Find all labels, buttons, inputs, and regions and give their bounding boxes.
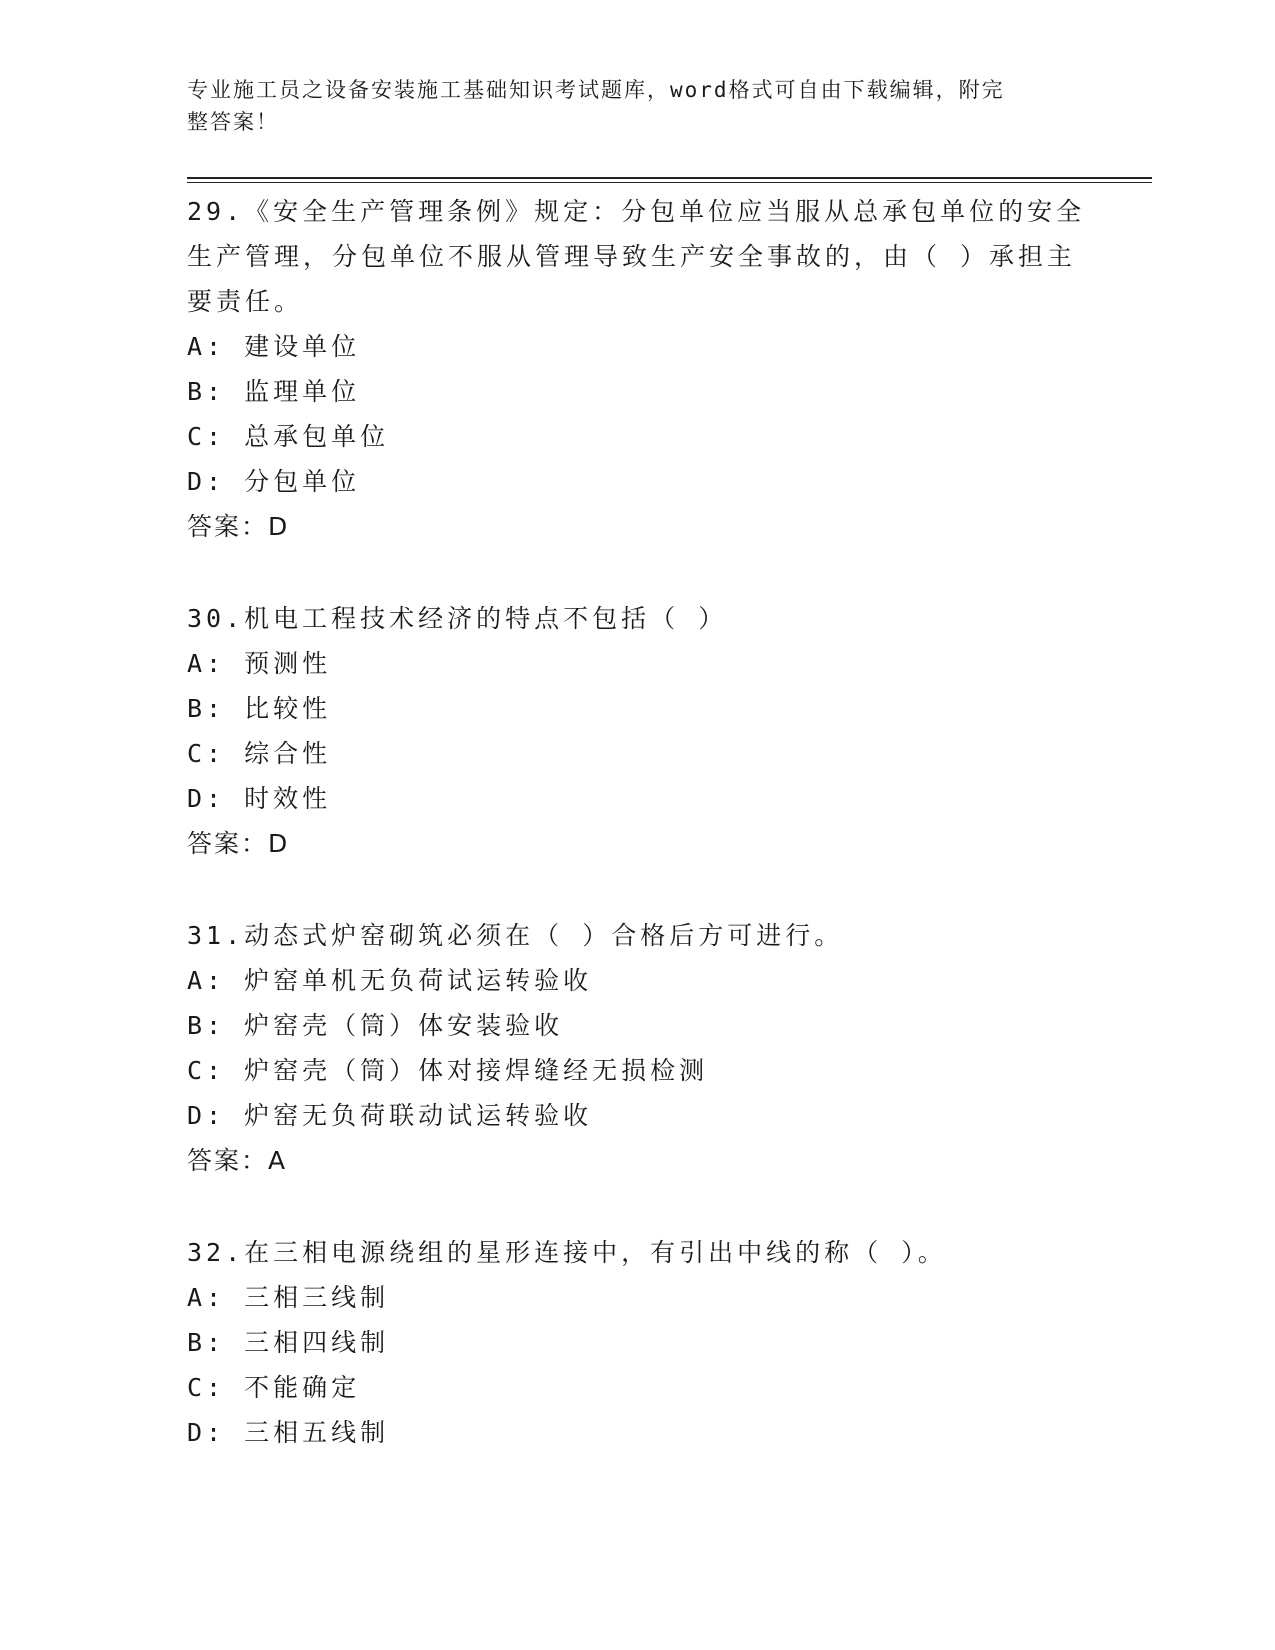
answer-line: 答案：D [187,512,290,541]
question-stem-line: 31.动态式炉窑砌筑必须在（ ）合格后方可进行。 [187,921,844,950]
question-stem-line: 29.《安全生产管理条例》规定：分包单位应当服从总承包单位的安全 [187,197,1086,226]
question-stem [187,596,1087,641]
question-stem-line: 生产管理，分包单位不服从管理导致生产安全事故的，由（ ）承担主 [187,242,1077,271]
header-divider-thin [187,182,1152,183]
option-a: A: 三相三线制 [187,1283,390,1312]
question-29 [187,189,1087,549]
question-30 [187,596,1087,866]
question-32 [187,1230,1087,1455]
option-b: B: 比较性 [187,694,332,723]
header-line-2: 整答案！ [187,110,279,134]
option-b: B: 监理单位 [187,377,361,406]
question-stem-line: 30.机电工程技术经济的特点不包括（ ） [187,604,728,633]
answer-line: 答案：D [187,829,290,858]
question-stem [187,913,1087,958]
option-d: D: 时效性 [187,784,332,813]
header-divider-thick [187,177,1152,179]
option-d: D: 三相五线制 [187,1418,390,1447]
option-d: D: 炉窑无负荷联动试运转验收 [187,1101,593,1130]
question-stem [187,1230,1087,1275]
option-b: B: 炉窑壳（筒）体安装验收 [187,1011,564,1040]
option-c: C: 综合性 [187,739,332,768]
question-list [187,189,1087,1502]
option-a: A: 炉窑单机无负荷试运转验收 [187,966,593,995]
option-c: C: 不能确定 [187,1373,361,1402]
option-b: B: 三相四线制 [187,1328,390,1357]
option-c: C: 炉窑壳（筒）体对接焊缝经无损检测 [187,1056,709,1085]
header-line-1: 专业施工员之设备安装施工基础知识考试题库，word格式可自由下载编辑，附完 [187,78,1005,102]
option-a: A: 预测性 [187,649,332,678]
document-header [187,74,1067,138]
question-31 [187,913,1087,1183]
option-d: D: 分包单位 [187,467,361,496]
question-stem-line: 要责任。 [187,287,304,316]
answer-line: 答案：A [187,1146,288,1175]
option-c: C: 总承包单位 [187,422,390,451]
question-stem-line: 32.在三相电源绕组的星形连接中，有引出中线的称（ ）。 [187,1238,947,1267]
option-a: A: 建设单位 [187,332,361,361]
question-stem [187,189,1087,324]
